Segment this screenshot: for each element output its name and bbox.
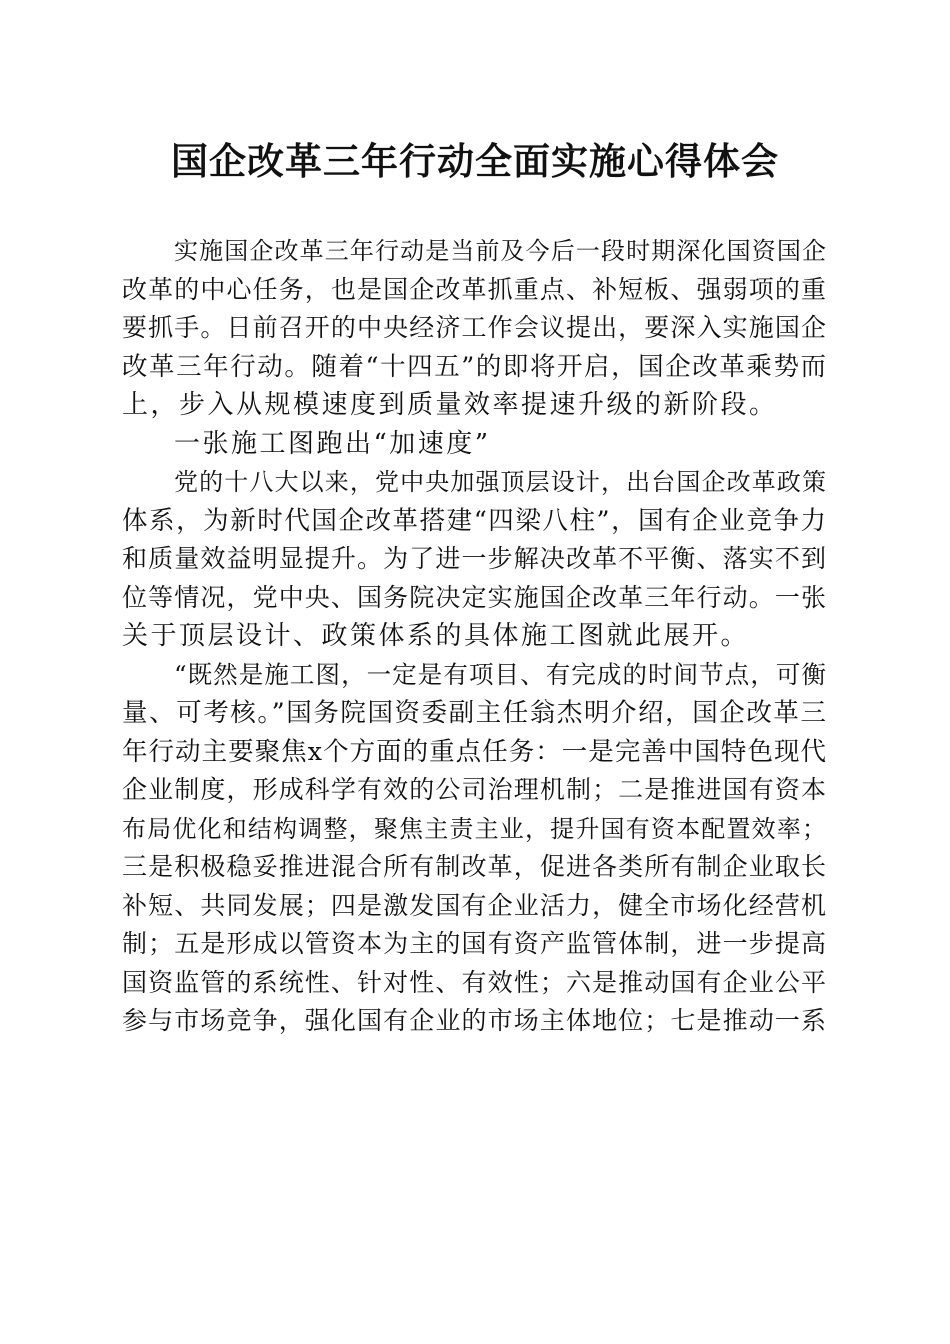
paragraph-line: 量、可考核。”国务院国资委副主任翁杰明介绍，国企改革三 bbox=[122, 698, 827, 728]
paragraph-line: “既然是施工图，一定是有项目、有完成的时间节点，可衡 bbox=[174, 659, 827, 689]
paragraph-line: 要抓手。日前召开的中央经济工作会议提出，要深入实施国企 bbox=[122, 313, 827, 342]
paragraph-line: 关于顶层设计、政策体系的具体施工图就此展开。 bbox=[122, 621, 750, 651]
paragraph-line: 和质量效益明显提升。为了进一步解决改革不平衡、落实不到 bbox=[122, 544, 827, 573]
paragraph-line: 党的十八大以来，党中央加强顶层设计，出台国企改革政策 bbox=[174, 468, 827, 496]
paragraph-line: 补短、共同发展；四是激发国有企业活力，健全市场化经营机 bbox=[122, 890, 827, 920]
paragraph-line: 三是积极稳妥推进混合所有制改革，促进各类所有制企业取长 bbox=[122, 852, 827, 881]
paragraph-line: 改革三年行动。随着“十四五”的即将开启，国企改革乘势而 bbox=[122, 351, 827, 382]
paragraph-line: 位等情况，党中央、国务院决定实施国企改革三年行动。一张 bbox=[122, 582, 827, 612]
paragraph-line: 体系，为新时代国企改革搭建“四梁八柱”，国有企业竞争力 bbox=[122, 505, 827, 536]
document-title: 国企改革三年行动全面实施心得体会 bbox=[171, 139, 779, 183]
paragraph-line: 年行动主要聚焦x个方面的重点任务：一是完善中国特色现代 bbox=[122, 736, 827, 767]
paragraph-line: 实施国企改革三年行动是当前及今后一段时期深化国资国企 bbox=[174, 237, 827, 265]
paragraph-line: 布局优化和结构调整，聚焦主责主业，提升国有资本配置效率； bbox=[122, 814, 827, 843]
paragraph-line: 制；五是形成以管资本为主的国有资产监管体制，进一步提高 bbox=[122, 929, 827, 958]
paragraph-line: 企业制度，形成科学有效的公司治理机制；二是推进国有资本 bbox=[122, 775, 827, 804]
paragraph-line: 参与市场竞争，强化国有企业的市场主体地位；七是推动一系 bbox=[122, 1006, 827, 1035]
section-heading: 一张施工图跑出“加速度” bbox=[174, 428, 491, 459]
document-body bbox=[122, 232, 827, 1041]
paragraph-line: 国资监管的系统性、针对性、有效性；六是推动国有企业公平 bbox=[122, 967, 827, 997]
paragraph-line: 上，步入从规模速度到质量效率提速升级的新阶段。 bbox=[122, 390, 778, 420]
paragraph-line: 改革的中心任务，也是国企改革抓重点、补短板、强弱项的重 bbox=[122, 274, 827, 304]
